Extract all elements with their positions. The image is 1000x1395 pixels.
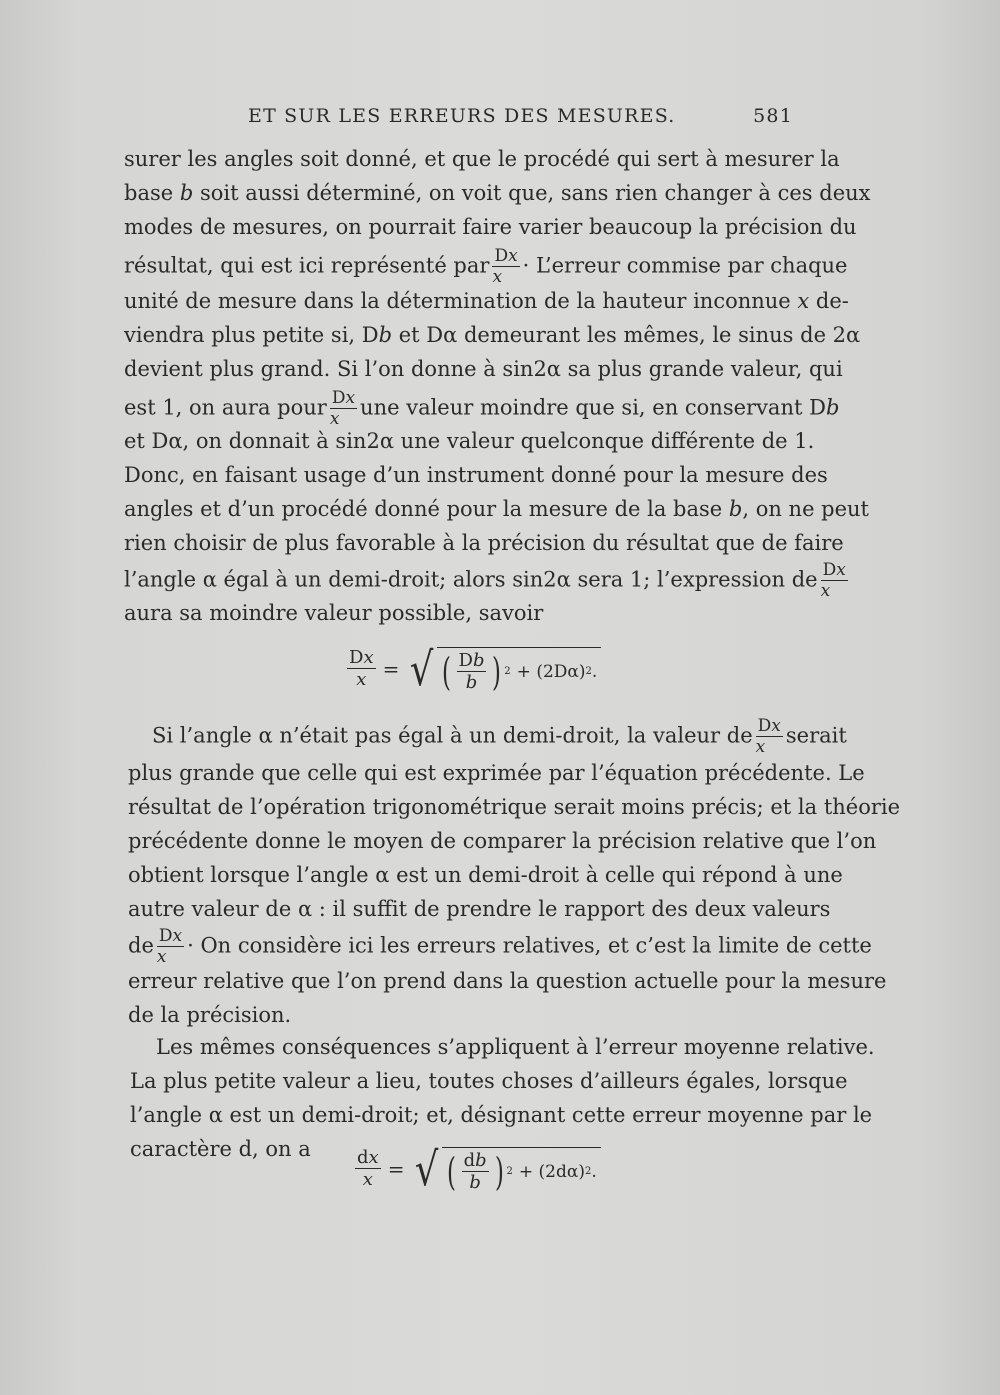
text-line: précédente donne le moyen de comparer la précision relative que l’on — [128, 829, 877, 853]
text-line: devient plus grand. Si l’on donne à sin2α sa plus grande valeur, qui — [124, 357, 843, 381]
equals-sign: = — [382, 657, 400, 681]
fraction-dx-over-x: $\frac{Dx}{x}$ — [329, 388, 356, 429]
radical-sign-icon: √ — [410, 642, 434, 696]
text-line: Les mêmes conséquences s’appliquent à l’erreur moyenne relative. — [156, 1035, 875, 1059]
text-line: Si l’angle α n’était pas égal à un demi-droit, la valeur de $\frac{Dx}{x}$ serait — [152, 716, 847, 757]
text-line: de $\frac{Dx}{x}$ · On considère ici les erreurs relatives, et c’est la limite de cette — [128, 926, 872, 967]
text-line: de la précision. — [128, 1003, 292, 1027]
fraction-dx-over-x: $\frac{Dx}{x}$ — [492, 246, 518, 287]
fraction-dx-over-x: $\frac{Dx}{x}$ — [820, 560, 846, 601]
text-line: caractère d, on a — [130, 1137, 311, 1161]
text-line: résultat de l’opération trigonométrique serait moins précis; et la théorie — [128, 795, 901, 819]
radical-sign-icon: √ — [415, 1142, 439, 1196]
fraction-dx-over-x: $\frac{Dx}{x}$ — [755, 716, 781, 757]
text-line: viendra plus petite si, Db et Dα demeurant les mêmes, le sinus de 2α — [124, 323, 861, 347]
text-line: résultat, qui est ici représenté par $\frac{Dx}{x}$ · L’erreur commise par chaque — [124, 246, 848, 287]
header-title: ET SUR LES ERREURS DES MESURES. — [248, 105, 676, 127]
fraction-dx-over-x: $\frac{Dx}{x}$ — [156, 926, 183, 967]
text-line: l’angle α est un demi-droit; et, désignant cette erreur moyenne par le — [130, 1103, 873, 1127]
equals-sign: = — [387, 1157, 405, 1181]
equation-2 — [352, 1142, 601, 1196]
text-line: Donc, en faisant usage d’un instrument donné pour la mesure des — [124, 463, 828, 487]
text-line: rien choisir de plus favorable à la précision du résultat que de faire — [124, 531, 844, 555]
fraction-dx-over-x: $\frac{dx}{x}$ — [357, 1147, 379, 1190]
square-root: √ ( $\frac{db}{b}$ ) 2 + (2dα) 2 . — [412, 1146, 600, 1192]
text-line: et Dα, on donnait à sin2α une valeur quelconque différente de 1. — [124, 429, 815, 453]
text-line: modes de mesures, on pourrait faire varier beaucoup la précision du — [124, 215, 857, 239]
square-root: √ ( $\frac{Db}{b}$ ) 2 + (2Dα) 2 . — [407, 646, 601, 692]
text-line: La plus petite valeur a lieu, toutes choses d’ailleurs égales, lorsque — [130, 1069, 848, 1093]
text-line: erreur relative que l’on prend dans la question actuelle pour la mesure — [128, 969, 887, 993]
text-line: unité de mesure dans la détermination de la hauteur inconnue x de- — [124, 289, 849, 313]
text-line: surer les angles soit donné, et que le procédé qui sert à mesurer la — [124, 147, 840, 171]
page-number: 581 — [753, 105, 793, 127]
equation-1 — [344, 642, 601, 696]
text-line: l’angle α égal à un demi-droit; alors sin2α sera 1; l’expression de $\frac{Dx}{x}$ — [124, 560, 846, 601]
text-line: base b soit aussi déterminé, on voit que, sans rien changer à ces deux — [124, 181, 871, 205]
text-line: plus grande que celle qui est exprimée par l’équation précédente. Le — [128, 761, 865, 785]
text-line: est 1, on aura pour $\frac{Dx}{x}$ une valeur moindre que si, en conservant Db — [124, 388, 840, 429]
text-line: autre valeur de α : il suffit de prendre le rapport des deux valeurs — [128, 897, 831, 921]
text-line: angles et d’un procédé donné pour la mesure de la base b, on ne peut — [124, 497, 869, 521]
text-line: aura sa moindre valeur possible, savoir — [124, 601, 544, 625]
text-line: obtient lorsque l’angle α est un demi-droit à celle qui répond à une — [128, 863, 843, 887]
fraction-dx-over-x: $\frac{Dx}{x}$ — [349, 647, 374, 690]
